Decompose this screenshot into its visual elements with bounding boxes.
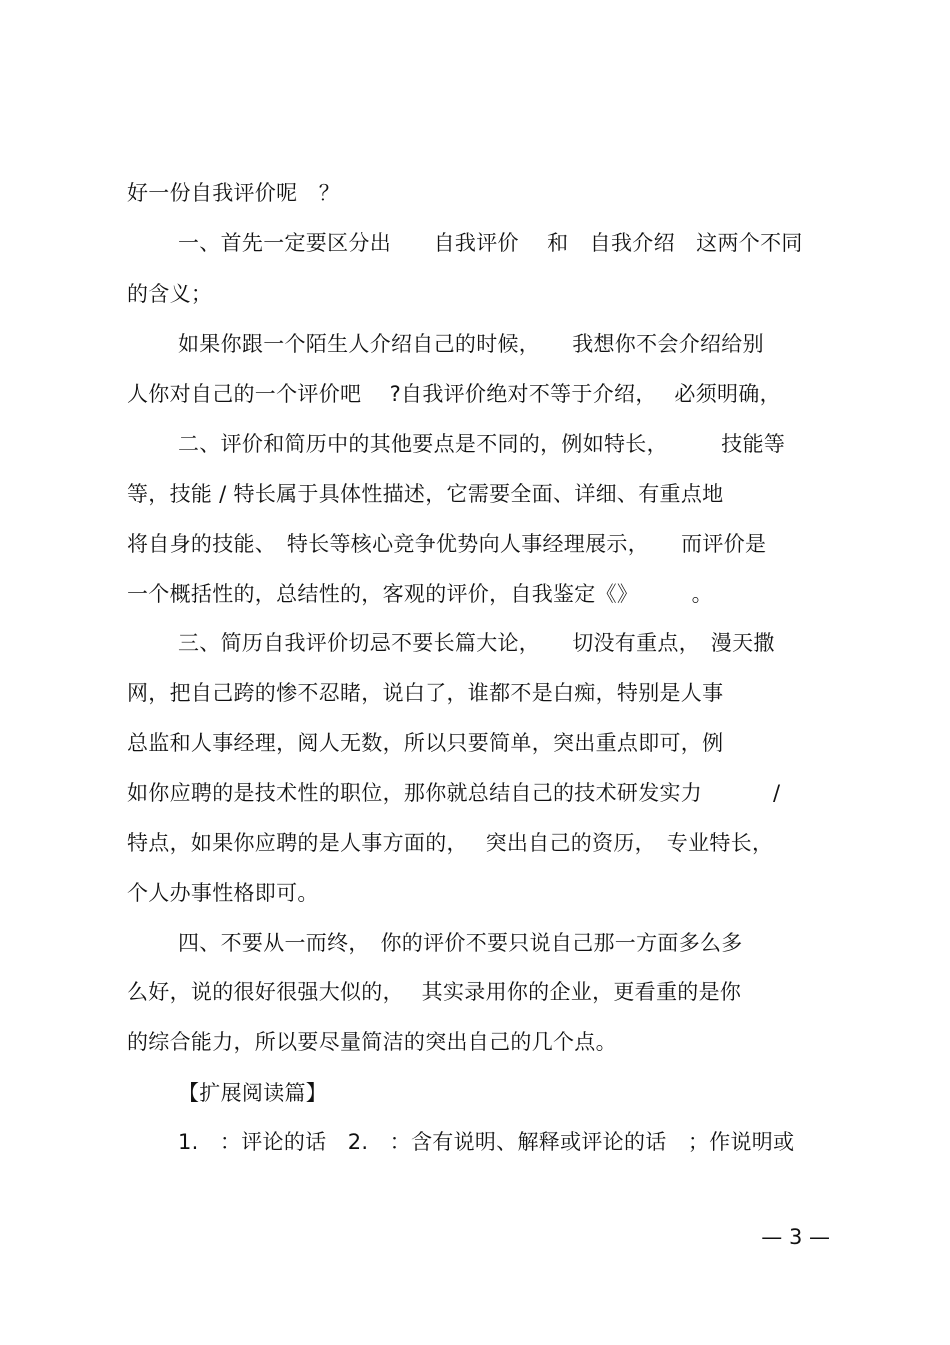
page-number: — 3 — (761, 1225, 830, 1249)
text-line-6: 二、评价和简历中的其他要点是不同的，例如特长， 技能等 (178, 432, 786, 456)
text-line-3: 的含义； (127, 282, 213, 306)
text-line-13: 如你应聘的是技术性的职位，那你就总结自己的技术研发实力 / (127, 781, 781, 805)
text-line-20: 1. ：评论的话 2. ：含有说明、解释或评论的话 ；作说明或 (178, 1130, 795, 1154)
text-line-18: 的综合能力，所以要尽量简洁的突出自己的几个点。 (127, 1030, 617, 1054)
text-line-10: 三、简历自我评价切忌不要长篇大论， 切没有重点， 漫天撒 (178, 631, 775, 655)
text-line-2: 一、首先一定要区分出 自我评价 和 自我介绍 这两个不同 (178, 231, 803, 255)
text-line-14: 特点，如果你应聘的是人事方面的， 突出自己的资历， 专业特长， (127, 831, 774, 855)
text-line-17: 么好，说的很好很强大似的， 其实录用你的企业，更看重的是你 (127, 980, 742, 1004)
text-line-16: 四、不要从一而终， 你的评价不要只说自己那一方面多么多 (178, 931, 743, 955)
text-line-15: 个人办事性格即可。 (127, 881, 319, 905)
text-line-7: 等，技能 / 特长属于具体性描述，它需要全面、详细、有重点地 (127, 482, 724, 506)
text-line-11: 网，把自己跨的惨不忍睹，说白了，谁都不是白痴，特别是人事 (127, 681, 724, 705)
text-line-8: 将自身的技能、 特长等核心竞争优势向人事经理展示， 而评价是 (127, 532, 767, 556)
text-line-4: 如果你跟一个陌生人介绍自己的时候， 我想你不会介绍给别 (178, 332, 764, 356)
text-line-5: 人你对自己的一个评价吧 ?自我评价绝对不等于介绍， 必须明确， (127, 382, 781, 406)
section-heading: 【扩展阅读篇】 (178, 1081, 328, 1105)
text-line-12: 总监和人事经理，阅人无数，所以只要简单，突出重点即可，例 (127, 731, 724, 755)
text-line-1: 好一份自我评价呢 ？ (127, 181, 340, 205)
text-line-9: 一个概括性的，总结性的，客观的评价，自我鉴定《》 。 (127, 582, 713, 606)
